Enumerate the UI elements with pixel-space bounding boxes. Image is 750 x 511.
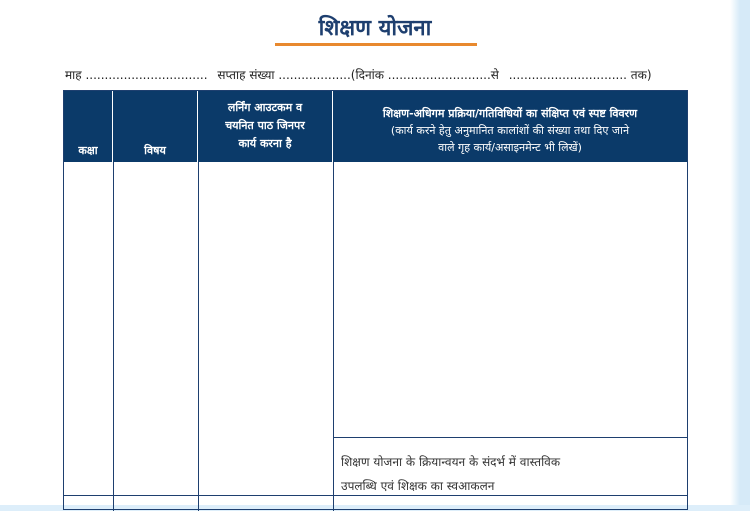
header-outcome-line3: कार्य करना है <box>238 137 292 150</box>
column-divider <box>333 162 334 511</box>
header-process-description <box>333 91 687 162</box>
header-subject-label: विषय <box>144 144 166 157</box>
plan-meta-line <box>65 66 690 83</box>
evaluation-text <box>341 450 681 498</box>
header-class <box>64 91 113 162</box>
title-underline <box>275 43 477 46</box>
header-outcome-line1: लर्निंग आउटकम व <box>227 101 303 114</box>
header-learning-outcome <box>198 91 333 162</box>
table-header <box>64 91 687 162</box>
page-title: शिक्षण योजना <box>318 16 432 41</box>
header-process-sub1: (कार्य करने हेतु अनुमानित कालांशों की संख्या तथा दिए जाने <box>390 124 630 137</box>
header-process-sub2: वाले गृह कार्य/असाइनमेन्ट भी लिखें) <box>438 141 582 154</box>
header-class-label: कक्षा <box>78 144 98 157</box>
column-divider <box>113 162 114 511</box>
evaluation-line2: उपलब्धि एवं शिक्षक का स्वआकलन <box>341 479 495 493</box>
evaluation-line1: शिक्षण योजना के क्रियान्वयन के संदर्भ में वास्तविक <box>341 455 561 469</box>
evaluation-divider <box>333 437 687 438</box>
header-subject <box>113 91 198 162</box>
week-date-field: सप्ताह संख्या ...................(दिनांक ...........................से <box>217 68 499 82</box>
month-field: माह ................................ <box>65 68 208 82</box>
column-divider <box>198 162 199 511</box>
teaching-plan-table <box>63 90 688 510</box>
header-outcome-line2: चयनित पाठ जिनपर <box>225 119 305 132</box>
to-date-field: ............................... तक) <box>508 68 652 82</box>
header-process-title: शिक्षण-अधिगम प्रक्रिया/गतिविधियों का संक्षिप्त एवं स्पष्ट विवरण <box>382 107 638 120</box>
